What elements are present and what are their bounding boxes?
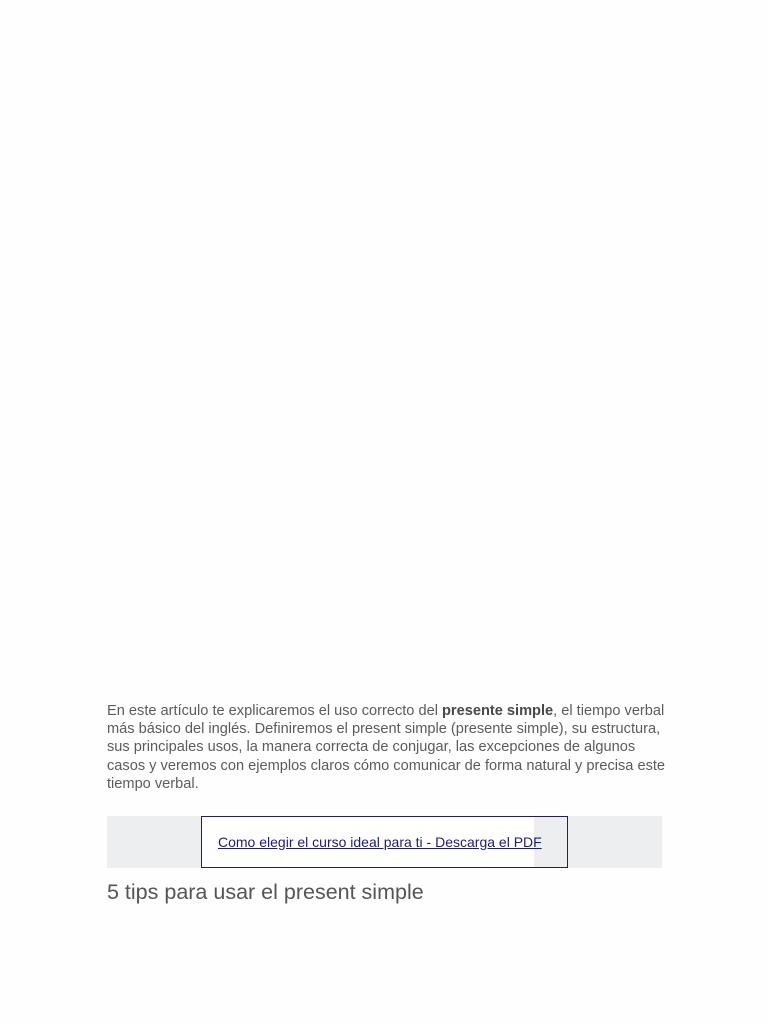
cta-banner xyxy=(107,816,662,868)
intro-bold-term: presente simple xyxy=(442,703,554,719)
intro-paragraph xyxy=(107,702,667,793)
cta-box xyxy=(201,816,568,868)
intro-text-end: , el tiempo verbal más básico del inglés. Definiremos el present simple (presente simple), su estructura, sus principales usos, la manera correcta de conjugar, las excepciones de algunos casos y veremos con ejemplos claros cómo comunicar de forma natural y precisa este tiempo verbal. xyxy=(107,703,666,792)
download-pdf-link[interactable]: Como elegir el curso ideal para ti - Descarga el PDF xyxy=(218,834,542,850)
section-heading: 5 tips para usar el present simple xyxy=(107,880,424,904)
intro-text-start: En este artículo te explicaremos el uso correcto del xyxy=(107,703,443,719)
